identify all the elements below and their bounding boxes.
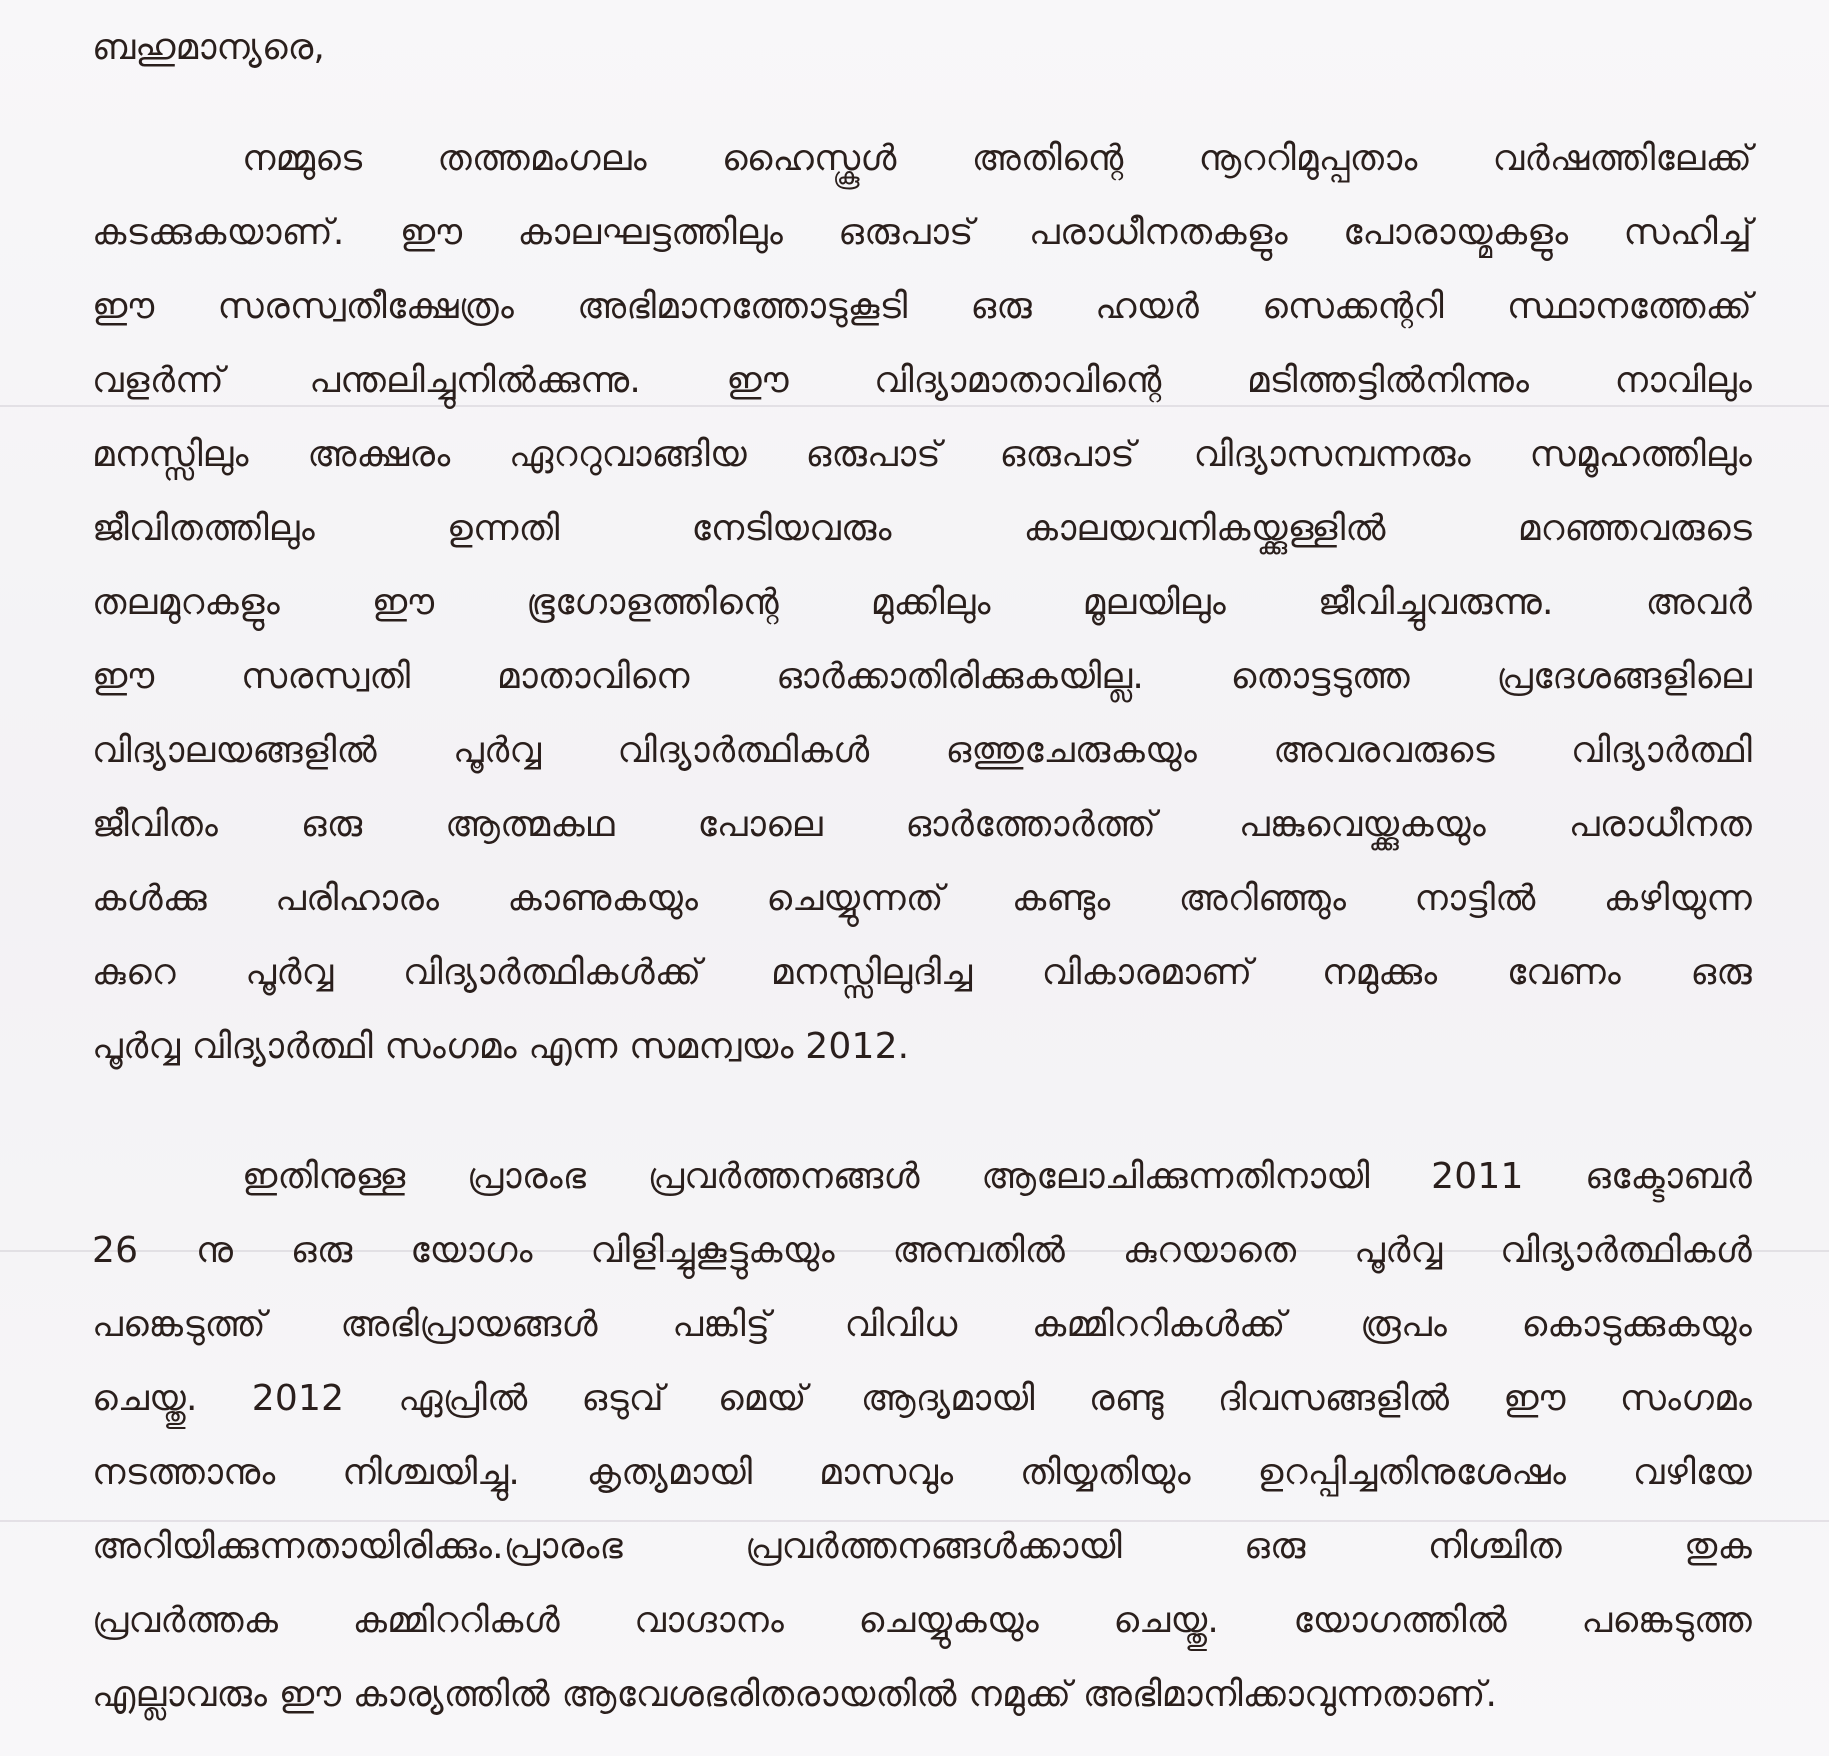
text-line: വളർന്ന് പന്തലിച്ചുനിൽക്കുന്നു. ഈ വിദ്യാമാതാവിന്റെ മടിത്തട്ടിൽനിന്നും നാവിലും [92,360,1752,401]
text-line: മനസ്സിലും അക്ഷരം ഏററുവാങ്ങിയ ഒരുപാട് ഒരുപാട് വിദ്യാസമ്പന്നരും സമൂഹത്തിലും [92,434,1752,475]
text-line: എല്ലാവരും ഈ കാര്യത്തിൽ ആവേശഭരിതരായതിൽ നമുക്ക് അഭിമാനിക്കാവുന്നതാണ്. [92,1674,1498,1715]
text-line: പൂർവ്വ വിദ്യാർത്ഥി സംഗമം എന്ന സമന്വയം 2012. [92,1026,910,1067]
letter-body [92,8,1752,1732]
text-line: നടത്താനും നിശ്ചയിച്ചു. കൃത്യമായി മാസവും തിയ്യതിയും ഉറപ്പിച്ചതിനുശേഷം വഴിയേ [92,1452,1752,1493]
text-line: പങ്കെടുത്ത് അഭിപ്രായങ്ങൾ പങ്കിട്ട് വിവിധ കമ്മിററികൾക്ക് രൂപം കൊടുക്കുകയും [92,1304,1752,1345]
text-line: അറിയിക്കുന്നതായിരിക്കും.പ്രാരംഭ പ്രവർത്തനങ്ങൾക്കായി ഒരു നിശ്ചിത തുക [92,1526,1752,1567]
text-line: പ്രവർത്തക കമ്മിററികൾ വാഗ്ദാനം ചെയ്യുകയും ചെയ്തു. യോഗത്തിൽ പങ്കെടുത്ത [92,1600,1752,1641]
text-line: തലമുറകളും ഈ ഭൂഗോളത്തിന്റെ മുക്കിലും മൂലയിലും ജീവിച്ചുവരുന്നു. അവർ [92,582,1752,623]
text-line: കൾക്കു പരിഹാരം കാണുകയും ചെയ്യുന്നത് കണ്ടും അറിഞ്ഞും നാട്ടിൽ കഴിയുന്ന [92,878,1752,919]
text-line: ജീവിതത്തിലും ഉന്നതി നേടിയവരും കാലയവനികയ്ക്കുള്ളിൽ മറഞ്ഞവരുടെ [92,508,1752,549]
letter-paragraph-1 [92,122,1752,1084]
text-line: നമ്മുടെ തത്തമംഗലം ഹൈസ്കൂൾ അതിന്റെ നൂററിമുപ്പതാം വർഷത്തിലേക്ക് [242,138,1752,179]
text-line: കുറെ പൂർവ്വ വിദ്യാർത്ഥികൾക്ക് മനസ്സിലുദിച്ച വികാരമാണ് നമുക്കും വേണം ഒരു [92,952,1752,993]
text-line: ഈ സരസ്വതീക്ഷേത്രം അഭിമാനത്തോടുകൂടി ഒരു ഹയർ സെക്കന്ററി സ്ഥാനത്തേക്ക് [92,286,1752,327]
text-line: കടക്കുകയാണ്. ഈ കാലഘട്ടത്തിലും ഒരുപാട് പരാധീനതകളും പോരായ്മകളും സഹിച്ച് [92,212,1752,253]
text-line: 26 നു ഒരു യോഗം വിളിച്ചുകൂട്ടുകയും അമ്പതിൽ കുറയാതെ പൂർവ്വ വിദ്യാർത്ഥികൾ [92,1230,1752,1271]
text-line: വിദ്യാലയങ്ങളിൽ പൂർവ്വ വിദ്യാർത്ഥികൾ ഒത്തുചേരുകയും അവരവരുടെ വിദ്യാർത്ഥി [92,730,1752,771]
text-line: ഇതിനുള്ള പ്രാരംഭ പ്രവർത്തനങ്ങൾ ആലോചിക്കുന്നതിനായി 2011 ഒക്ടോബർ [242,1156,1752,1197]
text-line: ജീവിതം ഒരു ആത്മകഥ പോലെ ഓർത്തോർത്ത് പങ്കുവെയ്ക്കുകയും പരാധീനത [92,804,1752,845]
letter-salutation: ബഹുമാന്യരെ, [92,27,325,68]
letter-paragraph-2 [92,1140,1752,1732]
text-line: ഈ സരസ്വതി മാതാവിനെ ഓർക്കാതിരിക്കുകയില്ല. തൊട്ടടുത്ത പ്രദേശങ്ങളിലെ [92,656,1752,697]
text-line: ചെയ്തു. 2012 ഏപ്രിൽ ഒടുവ് മെയ് ആദ്യമായി രണ്ടു ദിവസങ്ങളിൽ ഈ സംഗമം [92,1378,1752,1419]
